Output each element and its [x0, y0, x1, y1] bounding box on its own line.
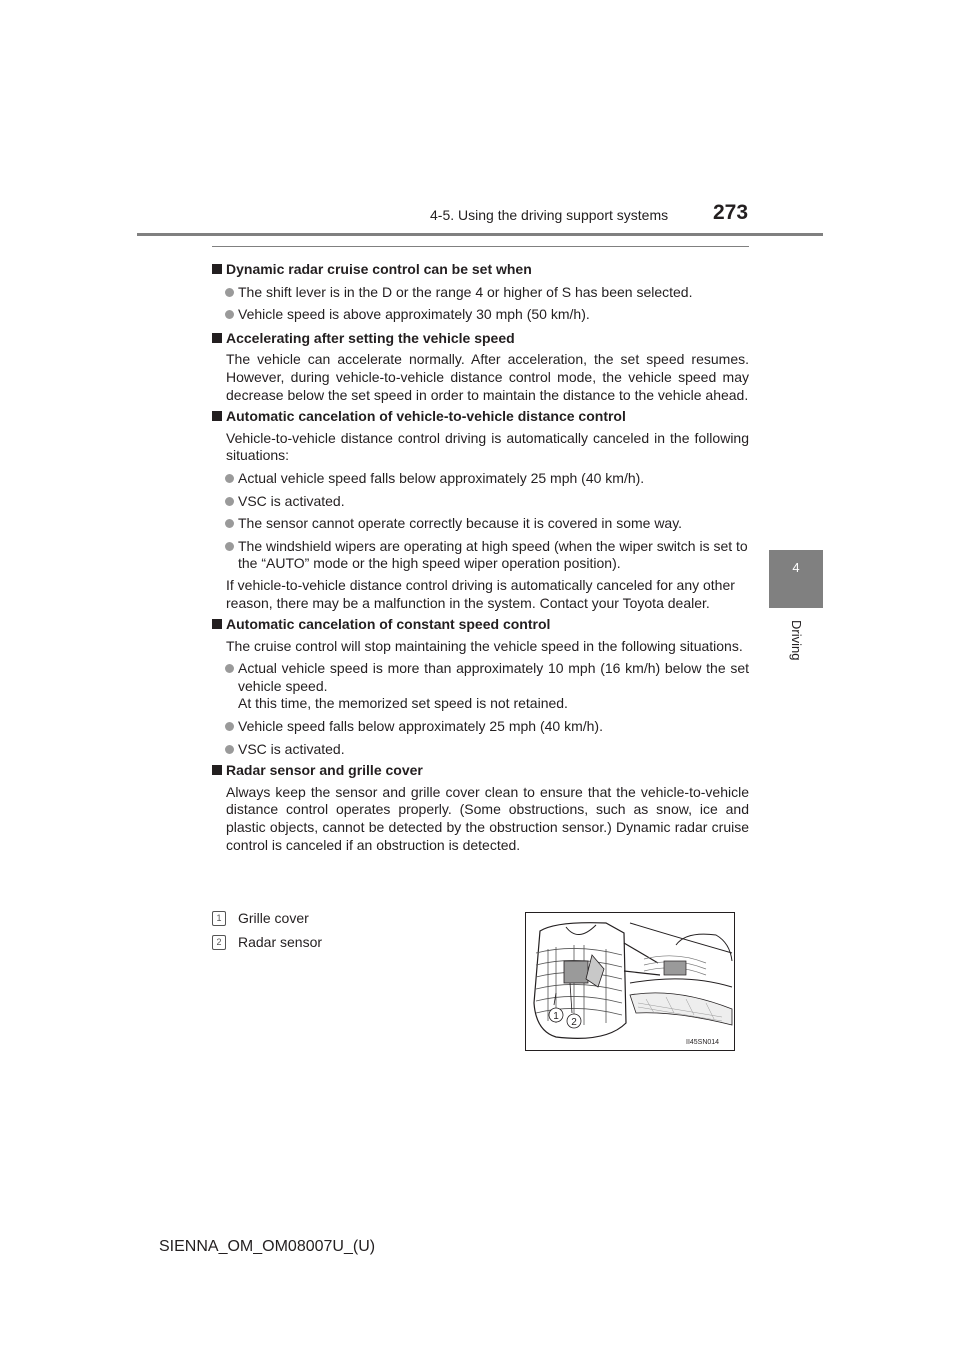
- legend-item: [212, 934, 322, 958]
- list-item: Actual vehicle speed is more than approximately 10 mph (16 km/h) below the set vehicle speed. At this time, the memorized set speed is not retained.: [212, 660, 749, 713]
- heading-square-icon: [212, 411, 222, 421]
- section-constant-speed-cancel: [212, 616, 749, 758]
- bullet-icon: [225, 745, 234, 754]
- grille-illustration: [525, 912, 735, 1051]
- section-radar-sensor: [212, 762, 749, 854]
- section-accelerating: [212, 330, 749, 404]
- figure-code: II45SN014: [686, 1039, 720, 1046]
- callout-2-label: 2: [571, 1017, 577, 1028]
- figure-legend: [212, 910, 322, 958]
- list-item: The sensor cannot operate correctly because it is covered in some way.: [212, 515, 749, 533]
- section-heading: Dynamic radar cruise control can be set when: [212, 261, 749, 279]
- section-heading: Automatic cancelation of constant speed control: [212, 616, 749, 634]
- list-item: VSC is activated.: [212, 741, 749, 759]
- bullet-icon: [225, 722, 234, 731]
- bullet-icon: [225, 474, 234, 483]
- legend-label: Radar sensor: [238, 934, 323, 950]
- content-divider: [212, 246, 749, 247]
- chapter-label: Driving: [789, 620, 804, 661]
- section-heading: Automatic cancelation of vehicle-to-vehicle distance control: [212, 408, 749, 426]
- bullet-icon: [225, 519, 234, 528]
- callout-number-icon: 2: [212, 935, 226, 950]
- document-code: SIENNA_OM_OM08007U_(U): [159, 1238, 376, 1255]
- bullet-icon: [225, 542, 234, 551]
- list-item: The shift lever is in the D or the range 4 or higher of S has been selected.: [212, 284, 749, 302]
- grille-drawing: [526, 913, 734, 1050]
- list-item: VSC is activated.: [212, 493, 749, 511]
- legend-item: [212, 910, 322, 934]
- heading-square-icon: [212, 765, 222, 775]
- bullet-icon: [225, 664, 234, 673]
- chapter-number: 4: [792, 560, 800, 575]
- heading-square-icon: [212, 333, 222, 343]
- section-heading: Accelerating after setting the vehicle speed: [212, 330, 749, 348]
- page-content: [212, 257, 749, 854]
- section-set-conditions: [212, 261, 749, 324]
- paragraph: Vehicle-to-vehicle distance control driving is automatically canceled in the following situations:: [226, 429, 749, 464]
- list-item: Actual vehicle speed falls below approximately 25 mph (40 km/h).: [212, 470, 749, 488]
- list-item: Vehicle speed is above approximately 30 mph (50 km/h).: [212, 306, 749, 324]
- list-item-note: At this time, the memorized set speed is not retained.: [238, 695, 568, 712]
- section-distance-control-cancel: [212, 408, 749, 612]
- heading-square-icon: [212, 619, 222, 629]
- header-divider: [137, 233, 823, 236]
- callout-number-icon: 1: [212, 911, 226, 926]
- paragraph: Always keep the sensor and grille cover clean to ensure that the vehicle-to-vehicle distance control operates properly. (Some obstructions, such as snow, ice and plastic objects, cannot be detected by the obstruction sensor.) Dynamic radar cruise control is canceled if an obstruction is detected.: [226, 783, 749, 853]
- bullet-icon: [225, 310, 234, 319]
- bullet-icon: [225, 497, 234, 506]
- callout-1-label: 1: [553, 1011, 559, 1022]
- paragraph: The vehicle can accelerate normally. After acceleration, the set speed resumes. However, during vehicle-to-vehicle distance control mode, the vehicle speed may decrease below the set speed in order to maintain the distance to the vehicle ahead.: [226, 351, 749, 403]
- heading-square-icon: [212, 264, 222, 274]
- list-item: Vehicle speed falls below approximately 25 mph (40 km/h).: [212, 718, 749, 736]
- header-section-title: 4-5. Using the driving support systems: [430, 207, 669, 223]
- list-item: The windshield wipers are operating at high speed (when the wiper switch is set to the “AUTO” mode or the high speed wiper operation position).: [212, 538, 749, 573]
- legend-label: Grille cover: [238, 910, 309, 926]
- chapter-tab: [769, 550, 823, 608]
- paragraph: The cruise control will stop maintaining the vehicle speed in the following situations.: [226, 637, 743, 654]
- page-number: 273: [713, 201, 749, 224]
- paragraph: If vehicle-to-vehicle distance control driving is automatically canceled for any other reason, there may be a malfunction in the system. Contact your Toyota dealer.: [226, 576, 735, 611]
- section-heading: Radar sensor and grille cover: [212, 762, 749, 780]
- bullet-icon: [225, 288, 234, 297]
